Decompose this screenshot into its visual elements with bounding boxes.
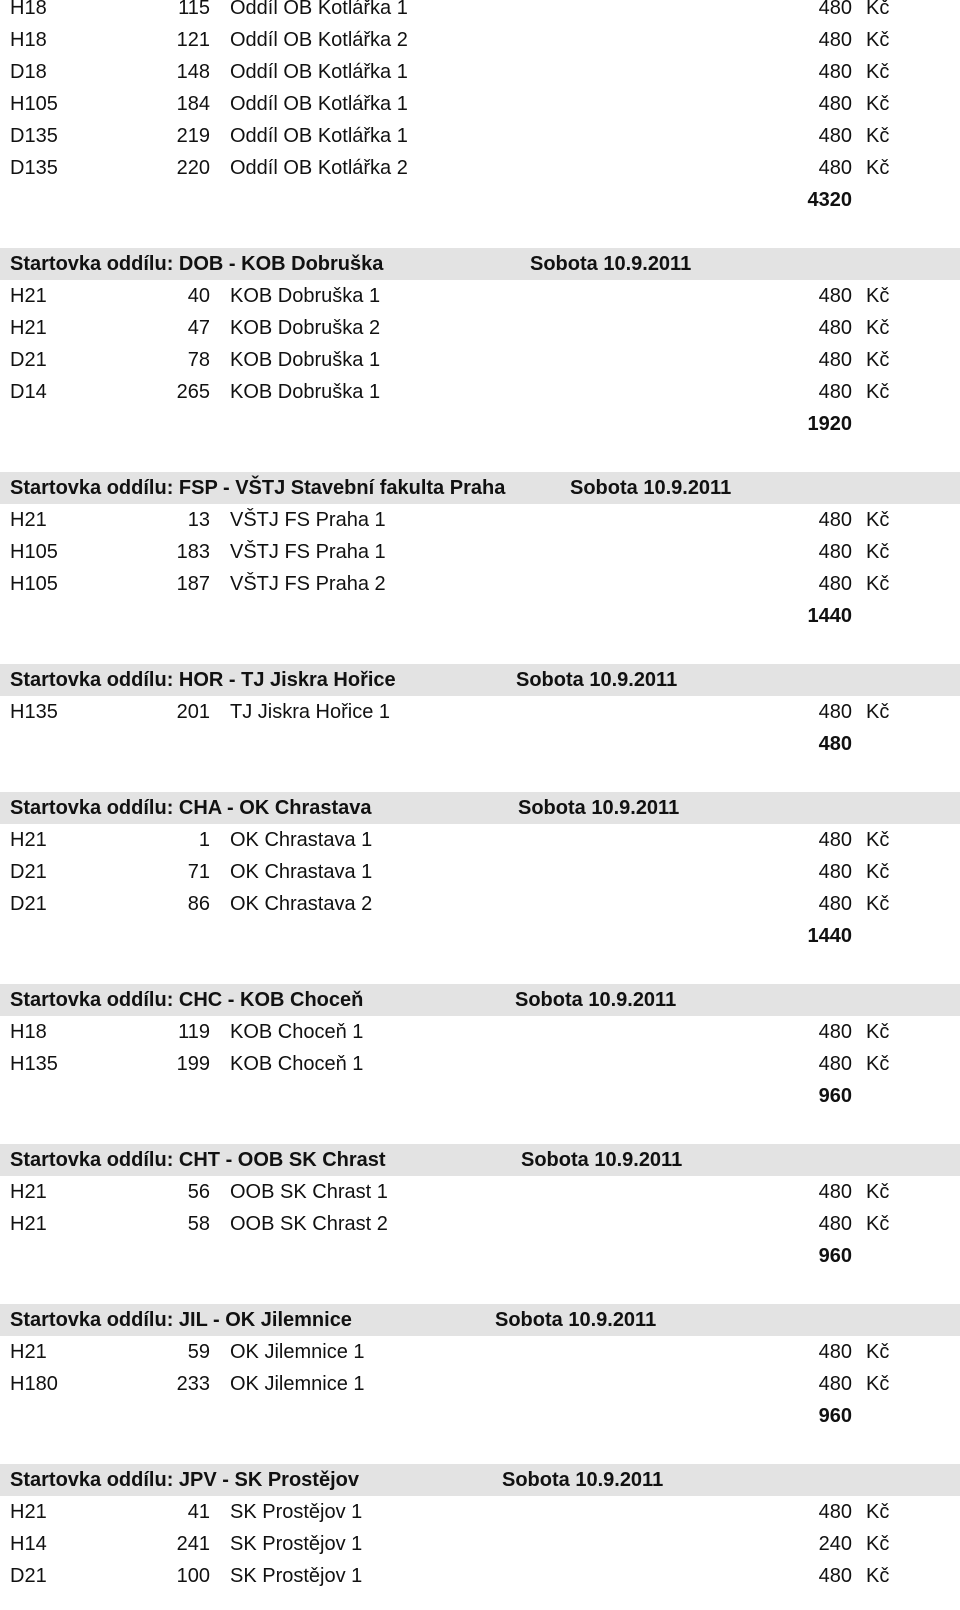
section-total: 480	[818, 733, 852, 755]
entry-number: 219	[176, 125, 210, 147]
section-total-row	[0, 408, 960, 440]
club-header	[0, 1144, 960, 1176]
entry-row	[0, 56, 960, 88]
entry-team: TJ Jiskra Hořice 1	[230, 701, 391, 723]
entry-currency: Kč	[866, 1021, 890, 1043]
club-header	[0, 1464, 960, 1496]
section-spacer	[0, 1272, 960, 1304]
entry-number: 40	[187, 285, 210, 307]
entry-price: 480	[818, 317, 852, 339]
entry-price: 480	[818, 1341, 852, 1363]
entry-category: H105	[10, 573, 58, 595]
entry-price: 480	[818, 541, 852, 563]
entry-row	[0, 856, 960, 888]
entry-team: OOB SK Chrast 2	[230, 1213, 388, 1235]
club-header-date: Sobota 10.9.2011	[516, 669, 678, 691]
club-section	[0, 472, 960, 664]
entry-number: 59	[187, 1341, 210, 1363]
entry-row	[0, 344, 960, 376]
entry-currency: Kč	[866, 541, 890, 563]
entry-currency: Kč	[866, 1053, 890, 1075]
entry-currency: Kč	[866, 1533, 890, 1555]
entry-number: 184	[176, 93, 210, 115]
entry-team: SK Prostějov 1	[230, 1565, 363, 1587]
entry-category: H135	[10, 1053, 58, 1075]
club-header-label: Startovka oddílu: DOB - KOB Dobruška	[10, 253, 384, 275]
club-section	[0, 792, 960, 984]
club-header	[0, 664, 960, 696]
entry-price: 480	[818, 829, 852, 851]
club-header-label: Startovka oddílu: FSP - VŠTJ Stavební fakulta Praha	[10, 477, 506, 499]
club-header-date: Sobota 10.9.2011	[515, 989, 677, 1011]
entry-category: D21	[10, 349, 47, 371]
entry-number: 78	[187, 349, 210, 371]
entry-price: 480	[818, 61, 852, 83]
entry-price: 480	[818, 1501, 852, 1523]
section-total-row	[0, 600, 960, 632]
entry-currency: Kč	[866, 317, 890, 339]
entry-currency: Kč	[866, 157, 890, 179]
entry-team: KOB Dobruška 1	[230, 349, 381, 371]
entry-category: D21	[10, 861, 47, 883]
entry-price: 480	[818, 1181, 852, 1203]
entry-number: 13	[187, 509, 210, 531]
entry-number: 265	[176, 381, 210, 403]
club-header-label: Startovka oddílu: CHT - OOB SK Chrast	[10, 1149, 386, 1171]
entry-price: 480	[818, 381, 852, 403]
entry-category: H21	[10, 285, 47, 307]
entry-team: KOB Dobruška 1	[230, 285, 381, 307]
club-header-label: Startovka oddílu: CHC - KOB Choceň	[10, 989, 364, 1011]
section-total: 1920	[807, 413, 852, 435]
entry-row	[0, 1336, 960, 1368]
section-total-row	[0, 728, 960, 760]
entry-currency: Kč	[866, 1501, 890, 1523]
entry-row	[0, 120, 960, 152]
club-header-date: Sobota 10.9.2011	[502, 1469, 664, 1491]
entry-price: 480	[818, 1373, 852, 1395]
entry-category: D135	[10, 157, 58, 179]
entry-price: 480	[818, 1021, 852, 1043]
entry-currency: Kč	[866, 0, 890, 19]
entry-number: 1	[198, 829, 210, 851]
club-section	[0, 1144, 960, 1304]
entry-price: 240	[818, 1533, 852, 1555]
entry-row	[0, 504, 960, 536]
section-total: 960	[818, 1405, 852, 1427]
entry-currency: Kč	[866, 861, 890, 883]
entry-price: 480	[818, 701, 852, 723]
entry-price: 480	[818, 349, 852, 371]
entry-number: 233	[176, 1373, 210, 1395]
entry-category: H21	[10, 829, 47, 851]
club-header-date: Sobota 10.9.2011	[570, 477, 732, 499]
entry-currency: Kč	[866, 1213, 890, 1235]
entry-team: OK Jilemnice 1	[230, 1373, 365, 1395]
club-section	[0, 664, 960, 792]
entry-row	[0, 1368, 960, 1400]
entry-row	[0, 1208, 960, 1240]
entry-team: Oddíl OB Kotlářka 2	[230, 29, 408, 51]
entry-team: KOB Choceň 1	[230, 1053, 364, 1075]
club-header	[0, 1304, 960, 1336]
section-spacer	[0, 1112, 960, 1144]
entry-number: 56	[187, 1181, 210, 1203]
entry-category: H21	[10, 1341, 47, 1363]
entry-team: Oddíl OB Kotlářka 1	[230, 0, 408, 19]
entry-category: H21	[10, 317, 47, 339]
entry-currency: Kč	[866, 893, 890, 915]
entry-currency: Kč	[866, 1181, 890, 1203]
entry-row	[0, 696, 960, 728]
entry-number: 100	[176, 1565, 210, 1587]
entry-price: 480	[818, 125, 852, 147]
entry-currency: Kč	[866, 349, 890, 371]
section-total-row	[0, 184, 960, 216]
entry-category: H21	[10, 509, 47, 531]
club-section	[0, 0, 960, 248]
section-total-row	[0, 1080, 960, 1112]
entry-category: D135	[10, 125, 58, 147]
entry-price: 480	[818, 285, 852, 307]
entry-team: OK Chrastava 1	[230, 829, 373, 851]
club-header	[0, 792, 960, 824]
entry-row	[0, 280, 960, 312]
entry-currency: Kč	[866, 125, 890, 147]
section-total: 960	[818, 1085, 852, 1107]
entry-price: 480	[818, 573, 852, 595]
section-spacer	[0, 1432, 960, 1464]
club-header	[0, 984, 960, 1016]
entry-row	[0, 312, 960, 344]
entry-team: Oddíl OB Kotlářka 1	[230, 93, 408, 115]
entry-category: D14	[10, 381, 47, 403]
club-header-label: Startovka oddílu: JPV - SK Prostějov	[10, 1469, 359, 1491]
club-section	[0, 1304, 960, 1464]
entry-currency: Kč	[866, 1565, 890, 1587]
club-header-date: Sobota 10.9.2011	[530, 253, 692, 275]
entry-row	[0, 1016, 960, 1048]
entry-price: 480	[818, 1565, 852, 1587]
club-section	[0, 248, 960, 472]
entry-number: 58	[187, 1213, 210, 1235]
club-header-date: Sobota 10.9.2011	[518, 797, 680, 819]
section-total: 1440	[807, 925, 852, 947]
entry-price: 480	[818, 1053, 852, 1075]
section-total: 1440	[807, 605, 852, 627]
entry-row	[0, 568, 960, 600]
entry-price: 480	[818, 29, 852, 51]
entry-team: Oddíl OB Kotlářka 1	[230, 125, 408, 147]
entry-row	[0, 1176, 960, 1208]
entry-row	[0, 0, 960, 24]
entry-currency: Kč	[866, 93, 890, 115]
section-total-row	[0, 1400, 960, 1432]
entry-number: 71	[187, 861, 210, 883]
entry-row	[0, 1496, 960, 1528]
entry-currency: Kč	[866, 829, 890, 851]
entry-team: SK Prostějov 1	[230, 1533, 363, 1555]
entry-currency: Kč	[866, 29, 890, 51]
entry-category: H18	[10, 29, 47, 51]
entry-category: H21	[10, 1501, 47, 1523]
entry-price: 480	[818, 0, 852, 19]
section-total: 960	[818, 1245, 852, 1267]
section-spacer	[0, 440, 960, 472]
entry-currency: Kč	[866, 61, 890, 83]
club-header-label: Startovka oddílu: CHA - OK Chrastava	[10, 797, 372, 819]
section-spacer	[0, 632, 960, 664]
entry-row	[0, 1560, 960, 1592]
entry-price: 480	[818, 1213, 852, 1235]
section-total-row	[0, 1240, 960, 1272]
entry-currency: Kč	[866, 509, 890, 531]
entry-price: 480	[818, 509, 852, 531]
entry-number: 220	[176, 157, 210, 179]
entry-price: 480	[818, 893, 852, 915]
entry-team: OOB SK Chrast 1	[230, 1181, 388, 1203]
entry-price: 480	[818, 861, 852, 883]
club-header-label: Startovka oddílu: HOR - TJ Jiskra Hořice	[10, 669, 396, 691]
entry-number: 119	[178, 1021, 210, 1043]
section-spacer	[0, 760, 960, 792]
entry-number: 241	[176, 1533, 210, 1555]
entry-number: 148	[176, 61, 210, 83]
entry-team: KOB Dobruška 1	[230, 381, 381, 403]
entry-category: H21	[10, 1181, 47, 1203]
entry-row	[0, 152, 960, 184]
entry-team: SK Prostějov 1	[230, 1501, 363, 1523]
entry-number: 115	[178, 0, 210, 19]
entry-price: 480	[818, 93, 852, 115]
entry-team: VŠTJ FS Praha 1	[230, 509, 386, 531]
club-header	[0, 472, 960, 504]
entry-team: VŠTJ FS Praha 1	[230, 541, 386, 563]
entry-row	[0, 824, 960, 856]
section-total: 4320	[807, 189, 852, 211]
entry-currency: Kč	[866, 1373, 890, 1395]
entry-row	[0, 1048, 960, 1080]
entry-currency: Kč	[866, 1341, 890, 1363]
club-header	[0, 248, 960, 280]
entry-price: 480	[818, 157, 852, 179]
entry-number: 41	[187, 1501, 210, 1523]
entry-number: 86	[187, 893, 210, 915]
entry-category: H105	[10, 93, 58, 115]
entry-row	[0, 1528, 960, 1560]
entry-category: H18	[10, 0, 47, 19]
entry-team: OK Jilemnice 1	[230, 1341, 365, 1363]
entry-row	[0, 24, 960, 56]
entry-category: H14	[10, 1533, 47, 1555]
entry-row	[0, 536, 960, 568]
section-spacer	[0, 216, 960, 248]
entry-team: OK Chrastava 1	[230, 861, 373, 883]
entry-team: OK Chrastava 2	[230, 893, 373, 915]
entry-category: D18	[10, 61, 47, 83]
entry-team: VŠTJ FS Praha 2	[230, 573, 386, 595]
club-header-label: Startovka oddílu: JIL - OK Jilemnice	[10, 1309, 352, 1331]
entry-category: H21	[10, 1213, 47, 1235]
entry-row	[0, 376, 960, 408]
entry-category: H105	[10, 541, 58, 563]
entry-currency: Kč	[866, 285, 890, 307]
entry-row	[0, 88, 960, 120]
entry-currency: Kč	[866, 573, 890, 595]
club-section	[0, 984, 960, 1144]
entry-currency: Kč	[866, 701, 890, 723]
entry-team: KOB Dobruška 2	[230, 317, 381, 339]
entry-number: 183	[176, 541, 210, 563]
entry-category: H180	[10, 1373, 58, 1395]
section-total-row	[0, 920, 960, 952]
club-header-date: Sobota 10.9.2011	[495, 1309, 657, 1331]
entry-number: 201	[176, 701, 210, 723]
entry-category: H18	[10, 1021, 47, 1043]
entry-number: 187	[176, 573, 210, 595]
entry-currency: Kč	[866, 381, 890, 403]
entry-number: 199	[176, 1053, 210, 1075]
entry-category: H135	[10, 701, 58, 723]
entry-category: D21	[10, 1565, 47, 1587]
club-header-date: Sobota 10.9.2011	[521, 1149, 683, 1171]
club-section	[0, 1464, 960, 1592]
entry-team: Oddíl OB Kotlářka 2	[230, 157, 408, 179]
entry-team: Oddíl OB Kotlářka 1	[230, 61, 408, 83]
entry-team: KOB Choceň 1	[230, 1021, 364, 1043]
entry-number: 47	[187, 317, 210, 339]
entry-category: D21	[10, 893, 47, 915]
section-spacer	[0, 952, 960, 984]
entry-number: 121	[176, 29, 210, 51]
entry-row	[0, 888, 960, 920]
